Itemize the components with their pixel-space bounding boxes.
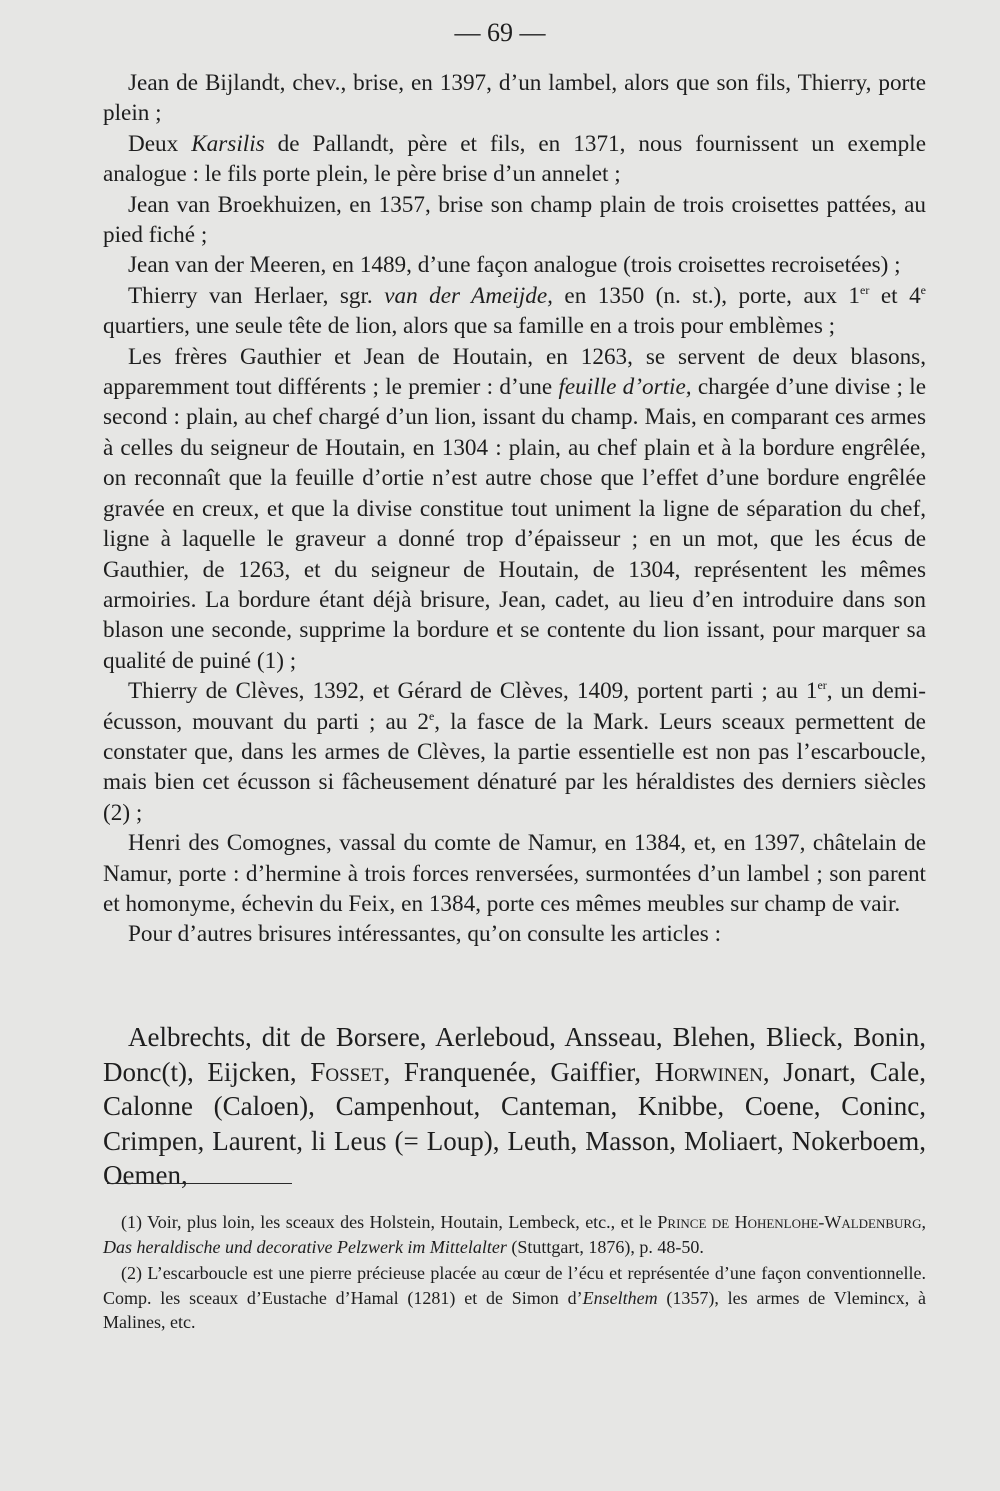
text-run: (Stuttgart, 1876), p. 48-50. [506, 1236, 704, 1257]
text-run: , Jonart, Cale, Calonne (Caloen), Campenhout, Canteman, Knibbe, Coene, Coninc, Crimpen, Laurent, li Leus (= Loup), Leuth, Masson, Moliaert, Nokerboem, Oemen, [103, 1056, 926, 1190]
small-caps-text: Horwinen [654, 1056, 763, 1087]
text-run: , la fasce de la Mark. Leurs sceaux permettent de constater que, dans les armes de Clèves, la partie essentielle est non pas l’escarboucle, mais bien cet écusson si fâcheusement dénaturé par les héraldistes des derniers siècles (2) ; [103, 708, 926, 826]
paragraph [103, 68, 926, 129]
italic-text: feuille d’ortie, [558, 374, 692, 401]
paragraph [103, 190, 926, 251]
text-run: (2) L’escarboucle est une pierre précieuse placée au cœur de l’écu et représentée d’une façon conventionnelle. Comp. les sceaux d’Eustache d’Hamal (1281) et de Simon d’ [103, 1263, 926, 1308]
text-run: en 1350 (n. st.), porte, aux 1 [552, 282, 861, 309]
paragraph [103, 342, 926, 676]
footnotes [103, 1210, 926, 1337]
italic-text: Karsilis [191, 130, 265, 157]
paragraph [103, 828, 926, 919]
superscript-text: er [860, 282, 870, 297]
italic-text: van der Ameijde, [384, 282, 553, 309]
superscript-text: er [817, 678, 827, 693]
text-run: de Pallandt, père et fils, en 1371, nous fournissent un exemple analogue : le fils porte plein, le père brise d’un annelet ; [103, 130, 926, 188]
footnote [103, 1261, 926, 1335]
text-run: quartiers, une seule tête de lion, alors que sa famille en a trois pour emblèmes ; [103, 313, 836, 340]
small-caps-text: Prince de Hohenlohe-Waldenburg [657, 1212, 922, 1232]
text-run: Thierry de Clèves, 1392, et Gérard de Clèves, 1409, portent parti ; au 1 [128, 678, 818, 705]
main-text [103, 68, 926, 950]
text-run: Jean van der Meeren, en 1489, d’une façon analogue (trois croisettes recroisetées) ; [128, 252, 901, 279]
text-run: Henri des Comognes, vassal du comte de Namur, en 1384, et, en 1397, châtelain de Namur, porte : d’hermine à trois forces renversées, surmontées d’un lambel ; son parent et homonyme, échevin du Feix, en 1384, porte ces mêmes meubles sur champ de vair. [103, 830, 926, 917]
italic-text: Das heraldische und decorative Pelzwerk im Mittelalter [103, 1236, 507, 1257]
text-run: (1357), les armes de Vlemincx, à Malines, etc. [103, 1287, 926, 1332]
text-run: Deux [128, 130, 192, 157]
text-run: (1) Voir, plus loin, les sceaux des Holstein, Houtain, Lembeck, etc., et le [121, 1212, 658, 1232]
text-run: chargée d’une divise ; le second : plain, au chef chargé d’un lion, issant du champ. Mais, en comparant ces armes à celles du seigneur de Houtain, en 1304 : plain, au chef plain et à la bordure engrêlée, on reconnaît que la feuille d’ortie n’est autre chose que l’effet d’une bordure engrêlée gravée en creux, et que la divise constitue tout uniment la ligne de séparation du chef, ligne à laquelle le graveur a donné trop d’épaisseur ; en un mot, que les écus de Gauthier, de 1263, et du seigneur de Houtain, de 1304, représentent les mêmes armoiries. La bordure étant déjà brisure, Jean, cadet, au lieu d’en introduire dans son blason une seconde, supprime la bordure et se contente du lion issant, pour marquer sa qualité de puiné (1) ; [103, 374, 926, 674]
article-index-list [103, 1020, 926, 1193]
paragraph [103, 919, 926, 949]
text-run: , Franquenée, Gaiffier, [383, 1056, 655, 1087]
page-number: — 69 — [454, 18, 546, 47]
footnote [103, 1210, 926, 1259]
text-run: Aelbrechts, dit de Borsere, Aerleboud, Ansseau, Blehen, Blieck, Bonin, Donc(t), Eijcken, [103, 1022, 926, 1087]
paragraph [103, 129, 926, 190]
italic-text: Enselthem [582, 1287, 658, 1308]
text-run: , [921, 1212, 926, 1232]
superscript-text: e [428, 708, 435, 723]
text-run: Jean van Broekhuizen, en 1357, brise son champ plain de trois croisettes pattées, au pied fiché ; [103, 191, 926, 249]
footnote-divider [107, 1183, 292, 1184]
text-run: Les frères Gauthier et Jean de Houtain, en 1263, se servent de deux blasons, apparemment tout différents ; le premier : d’une [103, 343, 926, 401]
paragraph [103, 281, 926, 342]
text-run: Thierry van Herlaer, sgr. [128, 282, 385, 309]
text-run: , un demi-écusson, mouvant du parti ; au 2 [103, 678, 926, 735]
small-caps-text: Fosset [310, 1056, 384, 1087]
text-run: Jean de Bijlandt, chev., brise, en 1397, d’un lambel, alors que son fils, Thierry, porte plein ; [103, 70, 926, 127]
paragraph [103, 250, 926, 280]
superscript-text: e [920, 282, 926, 297]
text-run: et 4 [869, 282, 921, 309]
paragraph [103, 676, 926, 828]
index-paragraph [103, 1020, 926, 1193]
text-run: Pour d’autres brisures intéressantes, qu’on consulte les articles : [128, 921, 722, 948]
